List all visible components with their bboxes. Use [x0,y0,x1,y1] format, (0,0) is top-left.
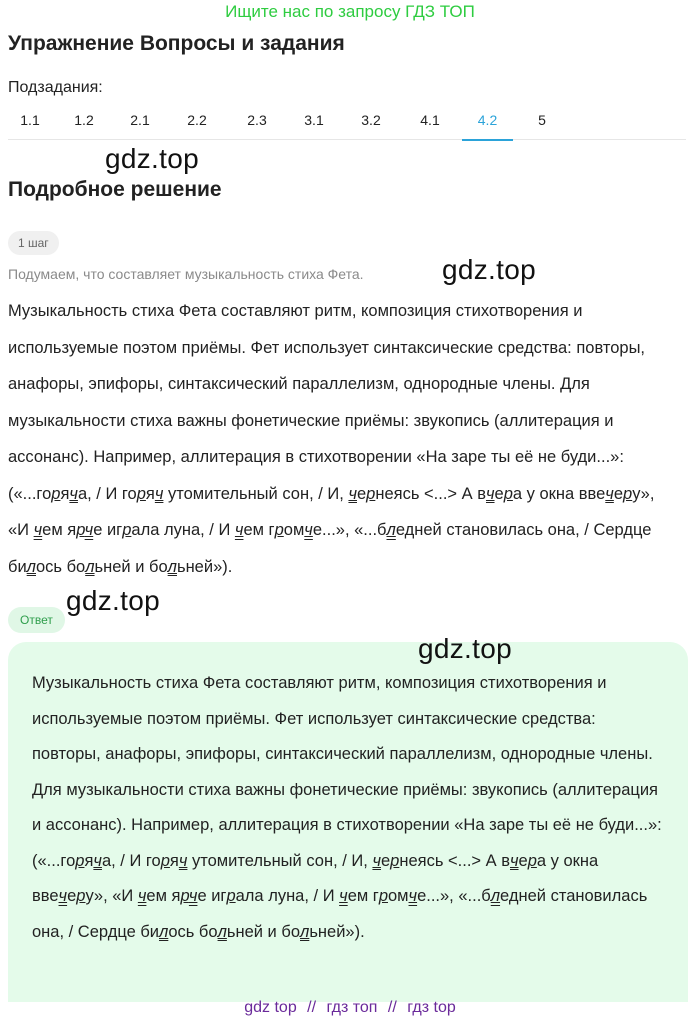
tab-2-2[interactable]: 2.2 [187,112,207,128]
top-banner: Ищите нас по запросу ГДЗ ТОП [225,2,475,21]
tab-2-1[interactable]: 2.1 [130,112,150,128]
footer-separator: // [387,999,397,1016]
answer-text: Музыкальность стиха Фета составляют ритм, композиция стихотворения и используемые поэтом приёмы. Фет использует синтаксические средства: повторы, анафоры, эпифоры, синтаксический параллелизм, однородные члены. Для музыкальности стиха важны фонетические приёмы: звукопись (аллитерация и ассонанс). Например, аллитерация в стихотворении «На заре ты её не буди...»: («...горяча, / И горяч утомительный сон, / И, чернеясь <...> А вчера у окна ввечеру», «И чем ярче играла луна, / И чем громче...», «...бледней становилась она, / Сердце билось больней и больней»). [32,674,662,941]
tab-4-1[interactable]: 4.1 [420,112,440,128]
tab-4-2[interactable]: 4.2 [462,104,513,140]
watermark: gdz.top [66,585,160,616]
answer-badge: Ответ [8,607,65,633]
step-hint: Подумаем, что составляет музыкальность стиха Фета. [8,266,364,282]
tab-1-1[interactable]: 1.1 [20,112,40,128]
tab-2-3[interactable]: 2.3 [247,112,267,128]
exercise-title: Упражнение Вопросы и задания [8,32,345,55]
footer-link-gdz-top-mixed[interactable]: гдз top [407,999,456,1016]
watermark: gdz.top [418,633,512,664]
footer-link-gdz-top[interactable]: gdz top [244,999,297,1016]
step-badge: 1 шаг [8,231,59,255]
solution-text: Музыкальность стиха Фета составляют ритм, композиция стихотворения и используемые поэтом приёмы. Фет использует синтаксические средства: повторы, анафоры, эпифоры, синтаксический параллелизм, однородные члены. Для музыкальности стиха важны фонетические приёмы: звукопись (аллитерация и ассонанс). Например, аллитерация в стихотворении «На заре ты её не буди...»: («...горяча, / И горяч утомительный сон, / И, чернеясь <...> А вчера у окна ввечеру», «И чем ярче играла луна, / И чем громче...», «...бледней становилась она, / Сердце билось больней и больней»). [8,302,655,576]
tab-5[interactable]: 5 [538,112,546,128]
footer-links [0,999,700,1017]
footer-link-gdz-top-ru[interactable]: гдз топ [326,999,378,1016]
watermark: gdz.top [105,143,199,174]
subtask-tabs [8,104,686,140]
tab-3-2[interactable]: 3.2 [361,112,381,128]
footer-separator: // [307,999,317,1016]
subtasks-label: Подзадания: [8,79,103,96]
watermark: gdz.top [442,254,536,285]
tab-3-1[interactable]: 3.1 [304,112,324,128]
tab-1-2[interactable]: 1.2 [74,112,94,128]
solution-title: Подробное решение [8,178,222,201]
